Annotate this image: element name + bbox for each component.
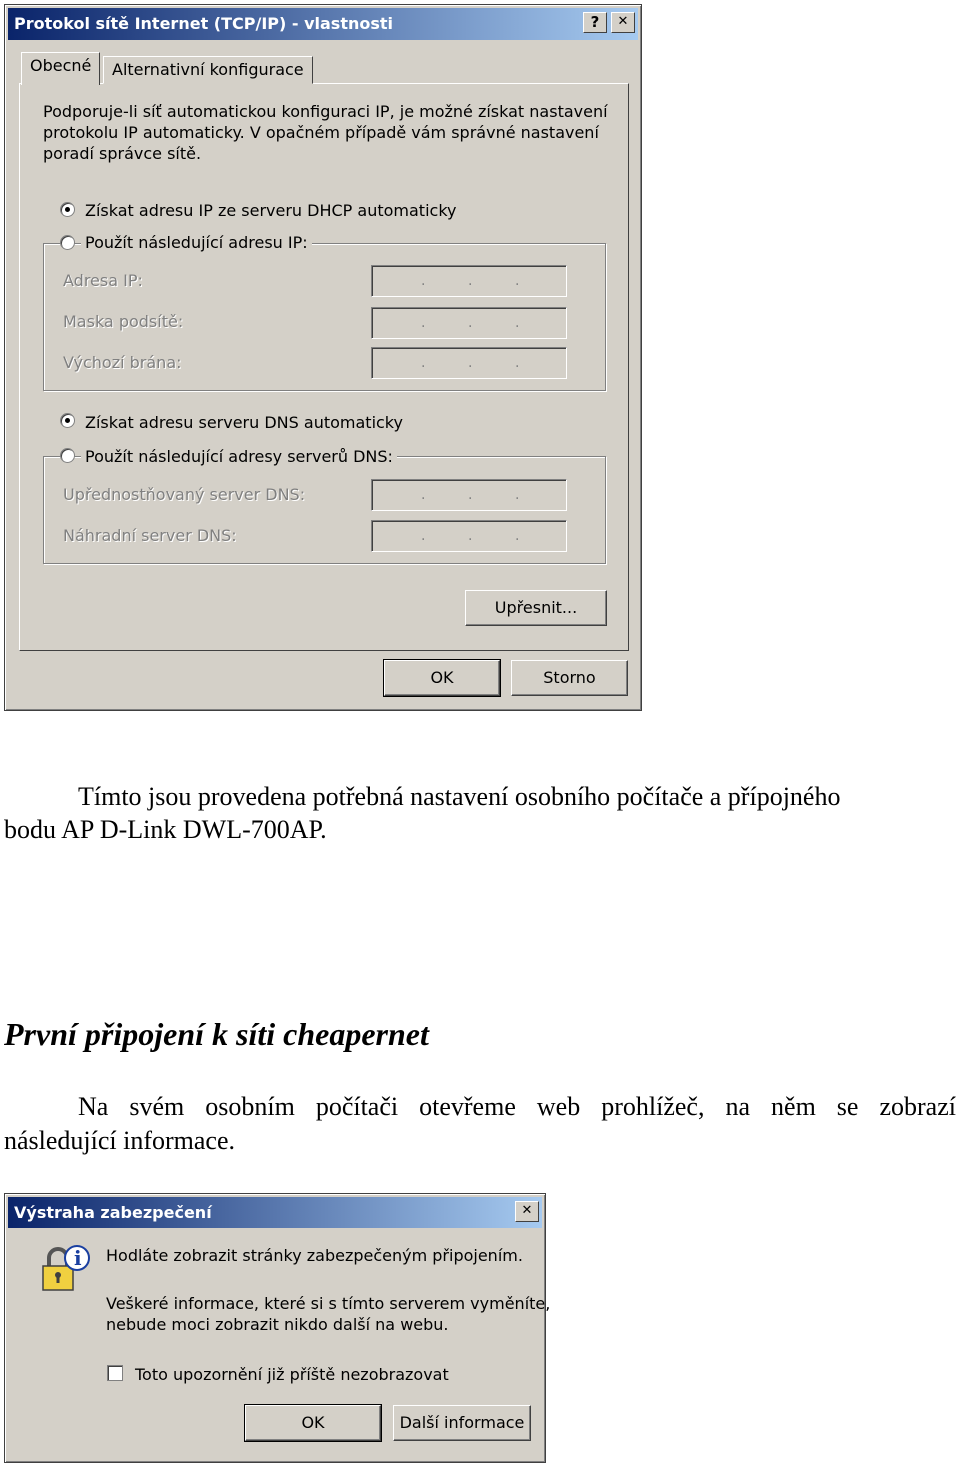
dont-show-again-checkbox[interactable] — [107, 1365, 123, 1381]
tab-general[interactable]: Obecné — [21, 52, 100, 85]
manual-ip-label[interactable]: Použít následující adresu IP: — [81, 233, 312, 252]
preferred-dns-field[interactable]: . . . — [371, 479, 567, 511]
auto-ip-label[interactable]: Získat adresu IP ze serveru DHCP automaticky — [85, 201, 457, 220]
dont-show-again-label[interactable]: Toto upozornění již příště nezobrazovat — [135, 1365, 449, 1384]
security-dialog-titlebar[interactable] — [8, 1197, 542, 1228]
manual-dns-label[interactable]: Použít následující adresy serverů DNS: — [81, 447, 397, 466]
description-line-3: poradí správce sítě. — [43, 144, 202, 163]
paragraph-2-line-2: následující informace. — [4, 1126, 236, 1155]
security-ok-button[interactable]: OK — [245, 1405, 381, 1441]
security-message-1: Hodláte zobrazit stránky zabezpečeným připojením. — [106, 1246, 523, 1265]
paragraph-1-line-1: Tímto jsou provedena potřebná nastavení osobního počítače a přípojného — [78, 782, 841, 811]
auto-ip-radio[interactable] — [60, 202, 75, 217]
tcpip-dialog-titlebar[interactable] — [8, 8, 638, 40]
close-icon[interactable]: ✕ — [515, 1201, 539, 1222]
alternate-dns-field[interactable]: . . . — [371, 520, 567, 552]
subnet-mask-label: Maska podsítě: — [63, 312, 184, 331]
security-alert-dialog — [4, 1193, 551, 1463]
security-message-2-line-1: Veškeré informace, které si s tímto serverem vyměníte, — [106, 1294, 551, 1313]
paragraph-1-line-2: bodu AP D-Link DWL-700AP. — [4, 815, 327, 844]
auto-dns-radio[interactable] — [60, 413, 75, 428]
paragraph-2-line-1: Na svém osobním počítači otevřeme web prohlížeč, na něm se zobrazí — [78, 1092, 956, 1121]
security-message-2-line-2: nebude moci zobrazit nikdo další na webu. — [106, 1315, 449, 1334]
tab-alternative-configuration[interactable]: Alternativní konfigurace — [103, 56, 313, 84]
security-dialog-title: Výstraha zabezpečení — [14, 1203, 212, 1222]
default-gateway-label: Výchozí brána: — [63, 353, 182, 372]
help-icon[interactable]: ? — [583, 12, 607, 33]
alternate-dns-label: Náhradní server DNS: — [63, 526, 237, 545]
section-heading: První připojení k síti cheapernet — [4, 1016, 429, 1052]
info-icon: i — [74, 1246, 82, 1270]
manual-ip-radio[interactable] — [60, 235, 75, 250]
subnet-mask-field[interactable]: . . . — [371, 307, 567, 339]
auto-dns-label[interactable]: Získat adresu serveru DNS automaticky — [85, 413, 403, 432]
close-icon[interactable]: ✕ — [611, 12, 635, 33]
advanced-button[interactable]: Upřesnit... — [465, 590, 607, 626]
manual-dns-radio[interactable] — [60, 448, 75, 463]
default-gateway-field[interactable]: . . . — [371, 347, 567, 379]
description-line-2: protokolu IP automaticky. V opačném případě vám správné nastavení — [43, 123, 599, 142]
ip-address-field[interactable]: . . . — [371, 265, 567, 297]
tcpip-dialog-title: Protokol sítě Internet (TCP/IP) - vlastnosti — [14, 14, 394, 33]
description-line-1: Podporuje-li síť automatickou konfiguraci IP, je možné získat nastavení — [43, 102, 608, 121]
preferred-dns-label: Upřednostňovaný server DNS: — [63, 485, 306, 504]
cancel-button[interactable]: Storno — [511, 660, 628, 696]
ok-button[interactable]: OK — [384, 660, 500, 696]
more-info-button[interactable]: Další informace — [393, 1405, 531, 1441]
security-lock-icon — [39, 1244, 95, 1294]
tcpip-properties-dialog — [4, 4, 642, 711]
ip-address-label: Adresa IP: — [63, 271, 143, 290]
